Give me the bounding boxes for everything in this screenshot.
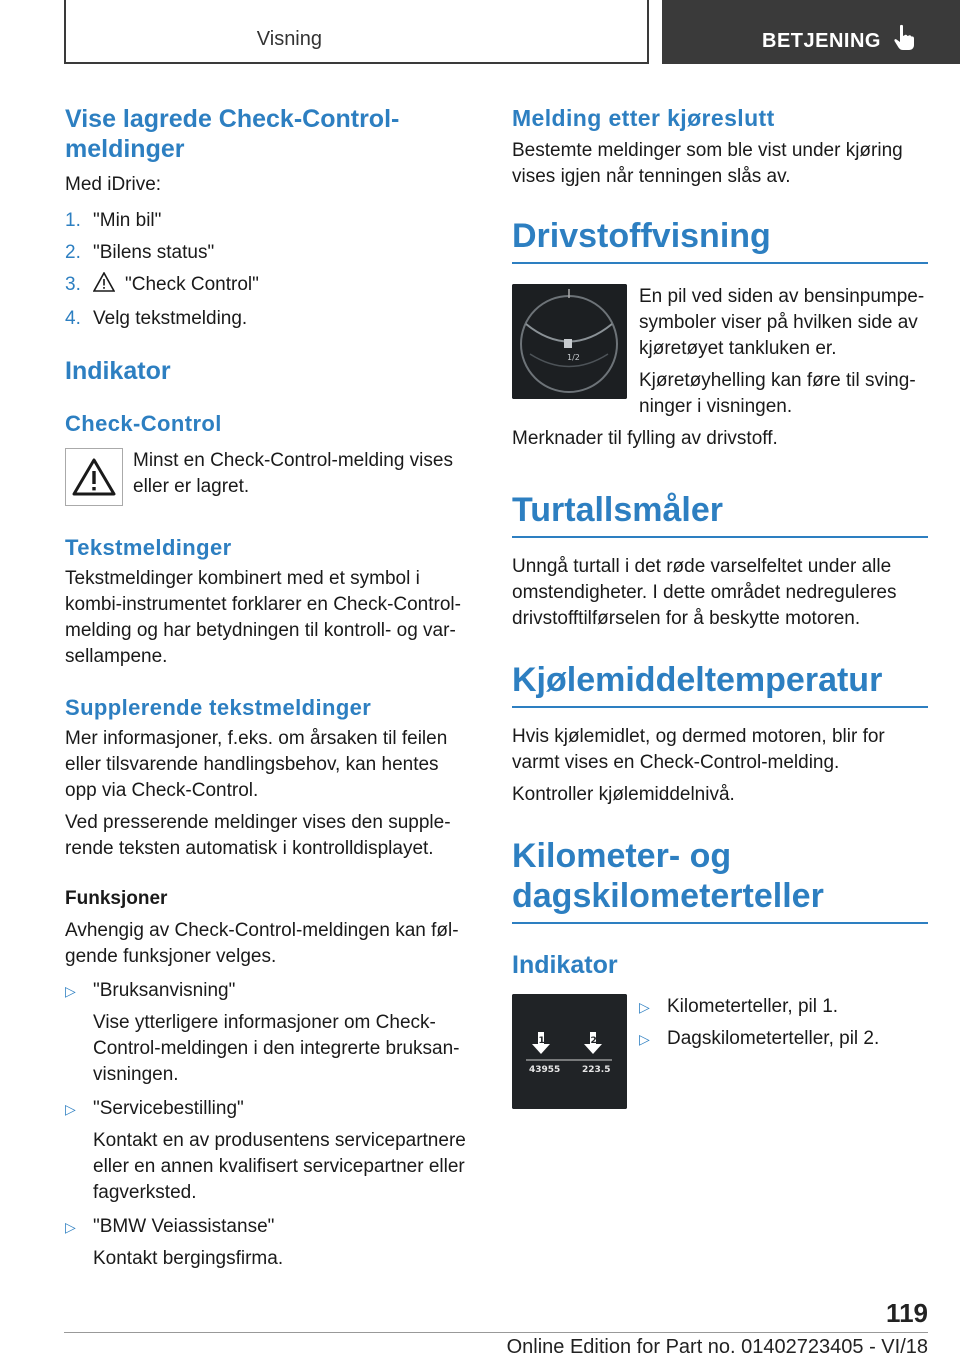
- odometer-image: [512, 994, 627, 1109]
- warning-triangle-icon: [93, 272, 125, 300]
- arrow-1-label: 1: [538, 1036, 545, 1046]
- km-item: [639, 1026, 879, 1052]
- melding-heading: Melding etter kjøreslutt: [512, 105, 775, 131]
- checkcontrol-block: [65, 448, 473, 506]
- step-text: "Check Control": [125, 274, 259, 295]
- km-item-text: Kilometerteller, pil 1.: [667, 996, 839, 1017]
- functions-list: [65, 978, 473, 1272]
- triangle-bullet-icon: ▷: [639, 1031, 650, 1047]
- function-item: [65, 1214, 473, 1272]
- header-section-title: Visning: [256, 28, 322, 50]
- kjole-heading: Kjølemiddeltemperatur: [512, 660, 928, 708]
- step-number: 3.: [65, 274, 81, 295]
- drivstoff-text-3: Merknader til fylling av drivstoff.: [512, 428, 778, 449]
- function-title: "Servicebestilling": [93, 1098, 244, 1119]
- section-title-line2: meldinger: [65, 135, 185, 163]
- turtall-heading: Turtallsmåler: [512, 490, 928, 538]
- km-item-text: Dagskilometerteller, pil 2.: [667, 1028, 880, 1049]
- step-number: 2.: [65, 242, 81, 263]
- step-text: Velg tekstmelding.: [93, 308, 248, 329]
- funksjoner-heading: Funksjoner: [65, 888, 168, 909]
- km-list: [639, 994, 879, 1109]
- steps-list: [65, 208, 473, 332]
- trip-value: 223.5: [582, 1065, 611, 1075]
- tekstmeldinger-heading: Tekstmeldinger: [65, 535, 232, 560]
- step-text: "Min bil": [93, 210, 162, 231]
- header-chapter-title: BETJENING: [762, 30, 881, 52]
- function-item: [65, 978, 473, 1088]
- fuel-gauge-image: [512, 284, 627, 399]
- step-item: [65, 272, 473, 300]
- function-desc: Kontakt bergingsfirma.: [93, 1248, 284, 1269]
- section-title-line1: Vise lagrede Check-Control-: [65, 105, 400, 133]
- left-column: [65, 100, 473, 1272]
- header-box: [64, 0, 649, 64]
- pointing-hand-icon: [892, 24, 916, 58]
- kilometer-heading-line2: dagskilometerteller: [512, 877, 824, 915]
- warning-indicator-icon: [65, 448, 123, 506]
- page-number: 119: [886, 1298, 928, 1328]
- triangle-bullet-icon: ▷: [65, 1101, 76, 1117]
- drivstoff-text-2: Kjøretøyhelling kan føre til svingninger i visningen.: [639, 370, 916, 417]
- drivstoff-heading: Drivstoffvisning: [512, 216, 928, 264]
- right-column: [512, 100, 928, 1109]
- indikator2-heading: Indikator: [512, 951, 618, 979]
- checkcontrol-heading: Check-Control: [65, 411, 222, 436]
- kjole-text-2: Kontroller kjølemiddelnivå.: [512, 784, 735, 805]
- gauge-label: 1/2: [567, 353, 580, 362]
- step-number: 4.: [65, 308, 81, 329]
- function-title: "Bruksanvisning": [93, 980, 236, 1001]
- step-item: [65, 240, 473, 266]
- function-title: "BMW Veiassistanse": [93, 1216, 275, 1237]
- header-chapter-tab: [662, 0, 960, 64]
- triangle-bullet-icon: ▷: [639, 999, 650, 1015]
- supplerende-heading: Supplerende tekstmeldinger: [65, 695, 372, 720]
- triangle-bullet-icon: ▷: [65, 983, 76, 999]
- funksjoner-text: Avhengig av Check-Control-meldingen kan følgende funksjoner velges.: [65, 920, 459, 967]
- kilometer-heading-line1: Kilometer- og: [512, 837, 732, 875]
- intro-text: Med iDrive:: [65, 174, 162, 195]
- odometer-value: 43955: [529, 1065, 561, 1075]
- melding-text: Bestemte meldinger som ble vist under kjøring vises igjen når tenningen slås av.: [512, 140, 903, 187]
- turtall-text: Unngå turtall i det røde varselfeltet under alle omstendigheter. I dette området nedreguleres drivstofftilførselen for å beskytte motoren.: [512, 556, 897, 629]
- arrow-2-label: 2: [590, 1036, 597, 1046]
- function-desc: Vise ytterligere informasjoner om Check-Control-meldingen i den integrerte bruksanvisningen.: [93, 1012, 460, 1085]
- function-item: [65, 1096, 473, 1206]
- supplerende-text-2: Ved presserende meldinger vises den supplerende teksten automatisk i kontrolldisplayet.: [65, 812, 451, 859]
- kjole-text-1: Hvis kjølemidlet, og dermed motoren, blir for varmt vises en Check-Control-melding.: [512, 726, 885, 773]
- step-item: [65, 208, 473, 234]
- drivstoff-text-block: [639, 284, 928, 420]
- km-block: [512, 994, 928, 1109]
- drivstoff-block: [512, 284, 928, 420]
- drivstoff-text-1: En pil ved siden av bensinpumpesymboler viser på hvilken side av kjøretøyet tankluken er.: [639, 286, 925, 359]
- section-title: [65, 104, 473, 164]
- triangle-bullet-icon: ▷: [65, 1219, 76, 1235]
- function-desc: Kontakt en av produsentens servicepartnere eller en annen kvalifisert servicepartner eller fagverksted.: [93, 1130, 466, 1203]
- checkcontrol-text: Minst en Check-Control-melding vises eller er lagret.: [133, 450, 453, 497]
- supplerende-text-1: Mer informasjoner, f.eks. om årsaken til feilen eller tilsvarende handlingsbehov, kan hentes opp via Check-Control.: [65, 728, 448, 801]
- kilometer-heading: [512, 836, 928, 924]
- step-number: 1.: [65, 210, 81, 231]
- footer-edition: Online Edition for Part no. 01402723405 - VI/18: [506, 1336, 928, 1358]
- km-item: [639, 994, 879, 1020]
- tekstmeldinger-text: Tekstmeldinger kombinert med et symbol i kombi-instrumentet forklarer en Check-Control-melding og har betydningen til kontroll- og varsellampene.: [65, 568, 461, 667]
- step-item: [65, 306, 473, 332]
- indikator-heading: Indikator: [65, 357, 171, 385]
- step-text: "Bilens status": [93, 242, 215, 263]
- footer-divider: [64, 1332, 928, 1333]
